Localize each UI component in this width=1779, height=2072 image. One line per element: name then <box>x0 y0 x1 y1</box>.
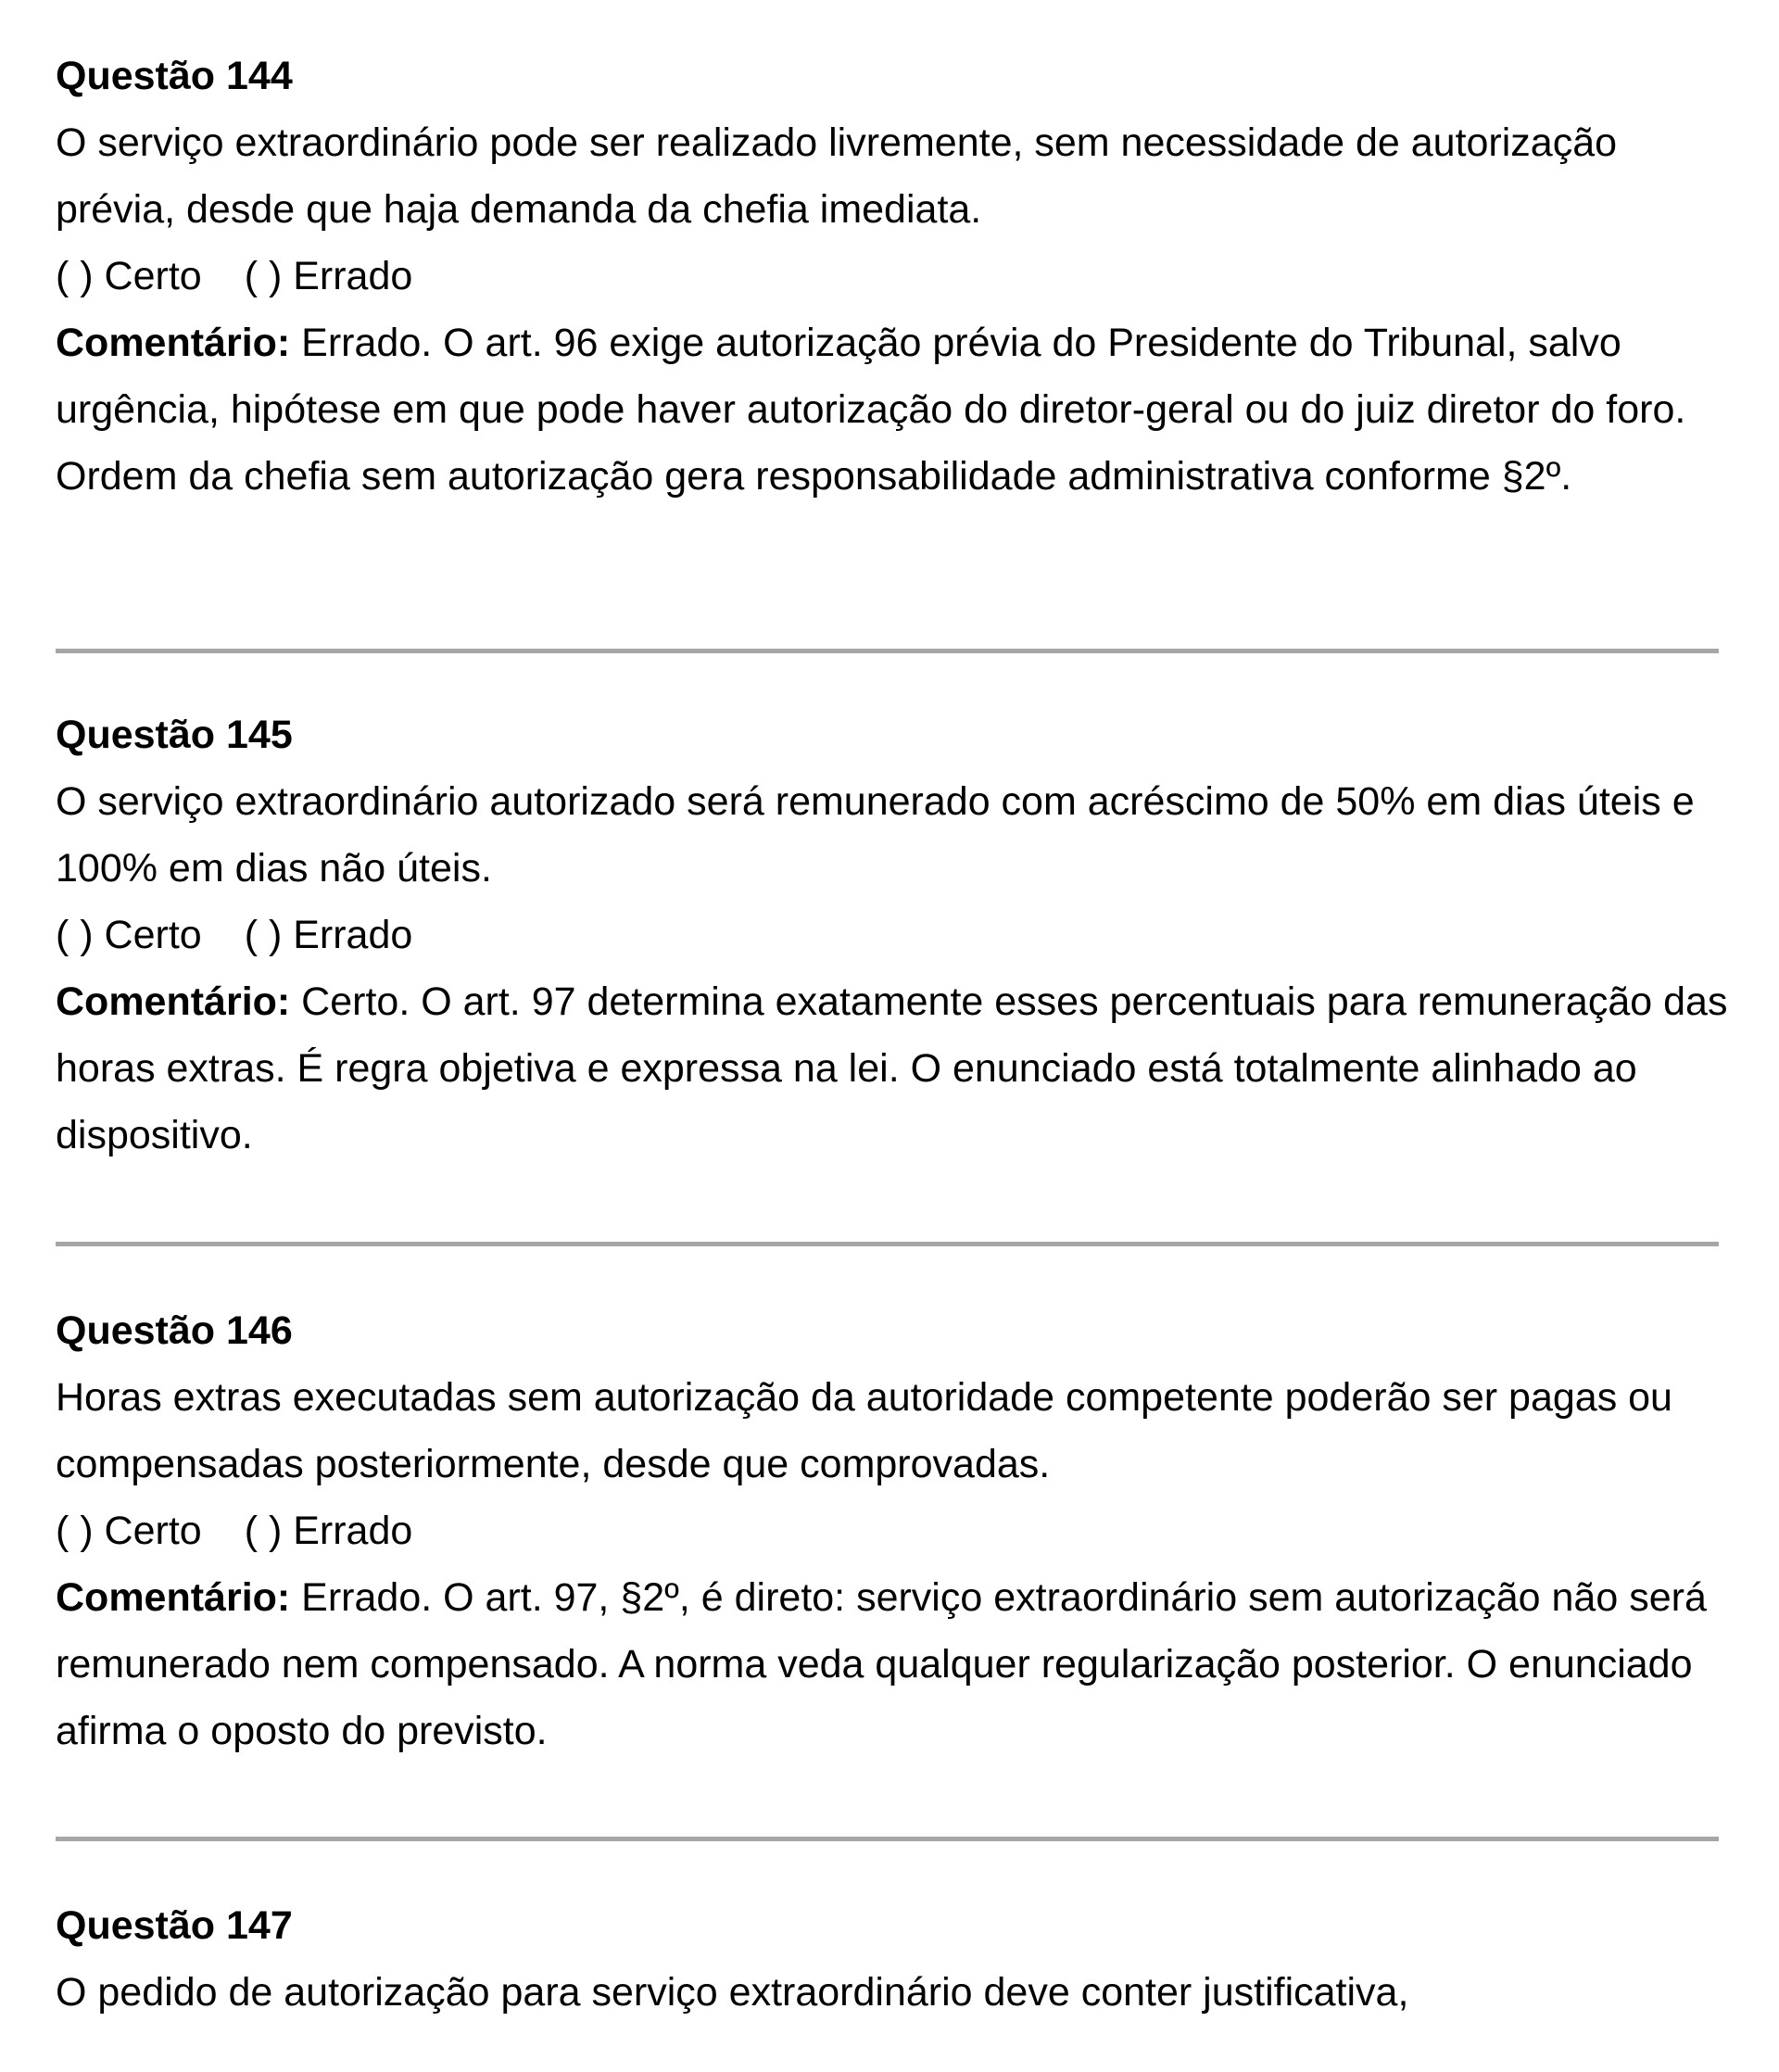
question-title: Questão 144 <box>56 54 293 98</box>
section-divider <box>56 1837 1719 1841</box>
comment-text: Errado. O art. 97, §2º, é direto: serviço extraordinário sem autorização não será remunerado nem compensado. A norma veda qualquer regularização posterior. O enunciado afirma o oposto do previsto. <box>56 1575 1707 1753</box>
option-errado[interactable]: ( ) Errado <box>244 254 413 298</box>
comment-label: Comentário: <box>56 979 291 1024</box>
section-divider <box>56 649 1719 653</box>
comment-label: Comentário: <box>56 1575 291 1620</box>
question-statement: O serviço extraordinário autorizado será remunerado com acréscimo de 50% em dias úteis e 100% em dias não úteis. <box>56 779 1695 891</box>
section-divider <box>56 1242 1719 1246</box>
question-comment <box>56 310 1733 510</box>
question-statement: O pedido de autorização para serviço extraordinário deve conter justificativa, <box>56 1970 1409 2015</box>
question-145 <box>56 701 1733 1169</box>
option-certo[interactable]: ( ) Certo <box>56 913 202 957</box>
option-errado[interactable]: ( ) Errado <box>244 913 413 957</box>
comment-text: Errado. O art. 96 exige autorização prévia do Presidente do Tribunal, salvo urgência, hipótese em que pode haver autorização do diretor-geral ou do juiz diretor do foro. Ordem da chefia sem autorização gera responsabilidade administrativa conforme §2º. <box>56 321 1686 499</box>
answer-options <box>56 243 1733 310</box>
question-statement: Horas extras executadas sem autorização da autoridade competente poderão ser pagas ou compensadas posteriormente, desde que comprovadas. <box>56 1375 1672 1486</box>
question-title: Questão 146 <box>56 1308 293 1353</box>
option-errado[interactable]: ( ) Errado <box>244 1509 413 1553</box>
question-comment <box>56 968 1733 1169</box>
question-144 <box>56 43 1733 510</box>
question-statement: O serviço extraordinário pode ser realizado livremente, sem necessidade de autorização prévia, desde que haja demanda da chefia imediata. <box>56 120 1618 232</box>
question-comment <box>56 1564 1733 1764</box>
answer-options <box>56 902 1733 968</box>
question-title: Questão 145 <box>56 713 293 757</box>
option-certo[interactable]: ( ) Certo <box>56 1509 202 1553</box>
comment-text: Certo. O art. 97 determina exatamente esses percentuais para remuneração das horas extras. É regra objetiva e expressa na lei. O enunciado está totalmente alinhado ao dispositivo. <box>56 979 1728 1157</box>
option-certo[interactable]: ( ) Certo <box>56 254 202 298</box>
question-146 <box>56 1297 1733 1764</box>
question-147 <box>56 1892 1733 2026</box>
question-title: Questão 147 <box>56 1903 293 1948</box>
answer-options <box>56 1497 1733 1564</box>
comment-label: Comentário: <box>56 321 291 365</box>
